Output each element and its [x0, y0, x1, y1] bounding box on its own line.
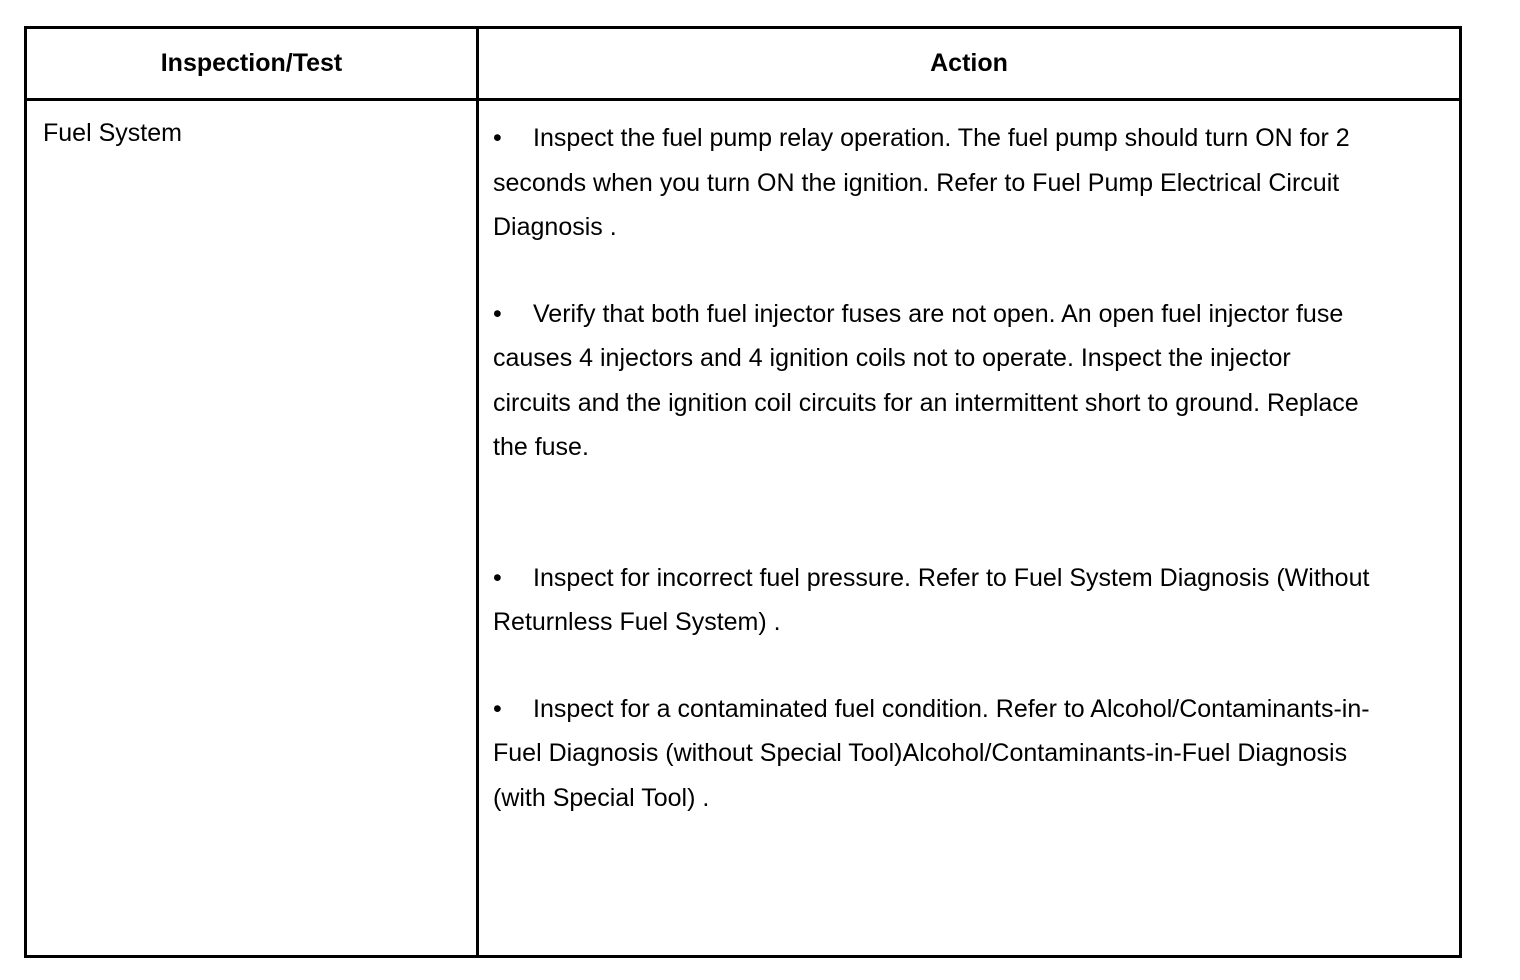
bullet-icon: •: [493, 694, 502, 723]
action-text: Verify that both fuel injector fuses are not open. An open fuel injector fuse causes 4 injectors and 4 ignition coils not to operate. Inspect the injector circuits and the ignition coil circuits for an intermittent short to ground. Replace the fuse.: [493, 299, 1359, 461]
diagnostic-table: [24, 26, 1462, 958]
action-text: Inspect for incorrect fuel pressure. Refer to Fuel System Diagnosis (Without Returnless Fuel System) .: [493, 563, 1370, 636]
bullet-icon: •: [493, 124, 502, 152]
inspection-cell: Fuel System: [43, 119, 182, 147]
column-divider: [476, 29, 479, 955]
bullet-icon: •: [493, 299, 502, 328]
action-item: [493, 116, 1373, 250]
action-text: Inspect for a contaminated fuel condition. Refer to Alcohol/Contaminants-in-Fuel Diagnosis (without Special Tool)Alcohol/Contaminants-in-Fuel Diagnosis (with Special Tool) .: [493, 694, 1370, 812]
action-text: Inspect the fuel pump relay operation. The fuel pump should turn ON for 2 seconds when you turn ON the ignition. Refer to Fuel Pump Electrical Circuit Diagnosis .: [493, 124, 1350, 241]
header-inspection-test: Inspection/Test: [160, 49, 343, 77]
action-item: [493, 556, 1373, 645]
action-item: [493, 687, 1373, 821]
table-header-row: [27, 29, 1459, 101]
action-item: [493, 292, 1373, 470]
header-action: Action: [930, 49, 1008, 77]
action-cell: [493, 116, 1373, 820]
bullet-icon: •: [493, 563, 502, 592]
